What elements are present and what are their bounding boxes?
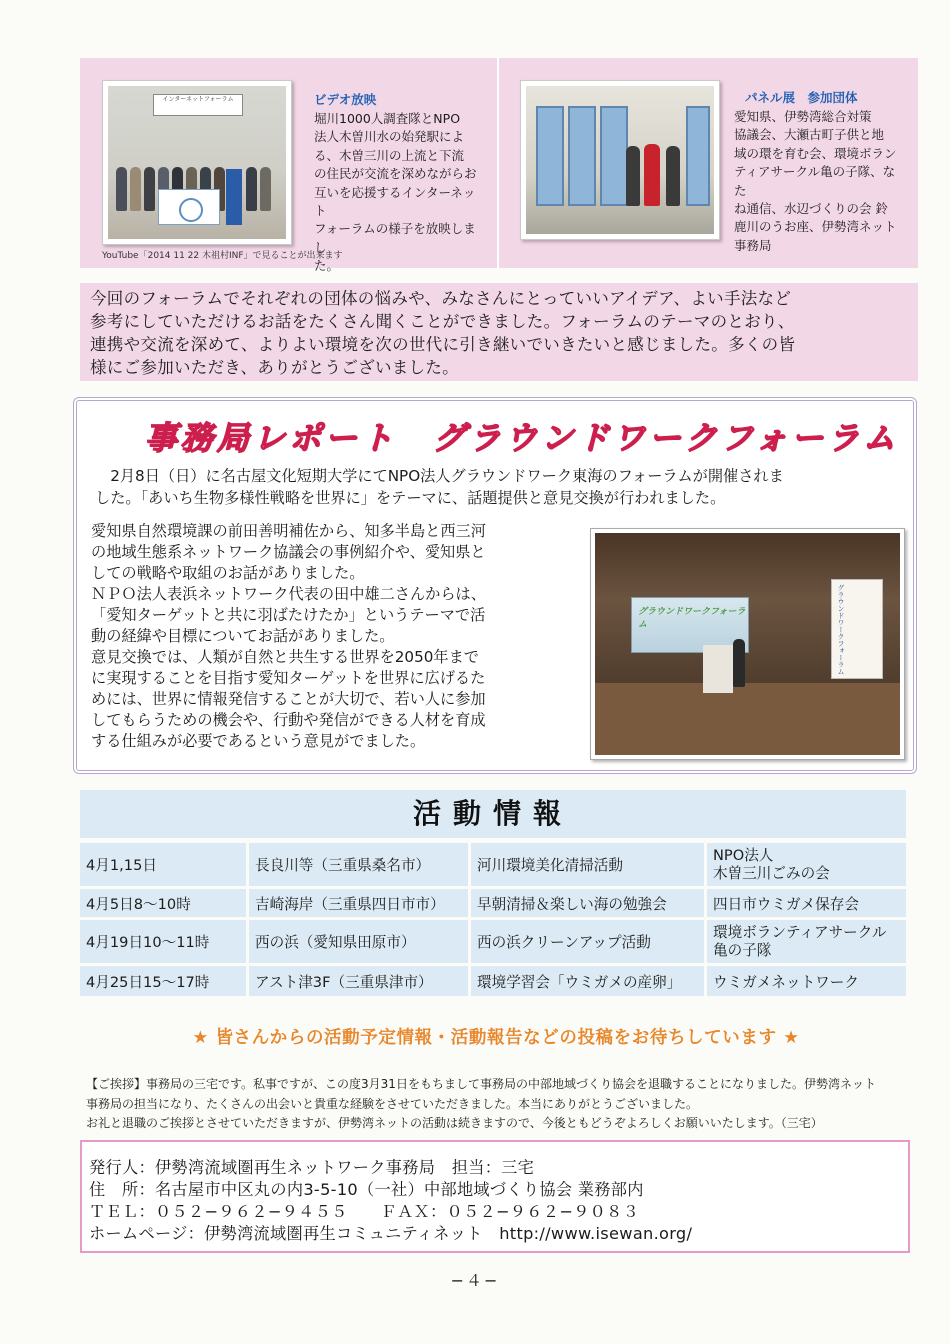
- activity-date: 4月19日10〜11時: [80, 920, 246, 963]
- activity-org: 四日市ウミガメ保存会: [704, 889, 906, 917]
- report-box: [73, 397, 917, 774]
- activity-place: 吉崎海岸（三重県四日市市）: [246, 889, 468, 917]
- activity-org: 環境ボランティアサークル 亀の子隊: [704, 920, 906, 963]
- panel-exhibit-photo: [520, 80, 720, 240]
- activity-place: 長良川等（三重県桑名市）: [246, 843, 468, 886]
- video-title: ビデオ放映: [314, 92, 377, 107]
- activity-date: 4月1,15日: [80, 843, 246, 886]
- activity-event: 早朝清掃＆楽しい海の勉強会: [468, 889, 704, 917]
- activity-event: 河川環境美化清掃活動: [468, 843, 704, 886]
- activity-date: 4月25日15〜17時: [80, 966, 246, 996]
- activity-org: ウミガメネットワーク: [704, 966, 906, 996]
- panel-exhibit-title: パネル展 参加団体: [745, 90, 858, 105]
- publisher-line: 発行人：伊勢湾流域圏再生ネットワーク事務局 担当：三宅: [89, 1158, 535, 1177]
- report-title: 事務局レポート グラウンドワークフォーラム: [145, 419, 900, 457]
- forum-summary: 今回のフォーラムでそれぞれの団体の悩みや、みなさんにとっていいアイデア、よい手法など 参考にしていただけるお話をたくさん聞くことができました。フォーラムのテーマのとおり、 連携や交流を深めて、よりよい環境を次の世代に引き継いでいきたいと感じました。多くの皆 様にご参加いただき、ありがとうございました。: [80, 283, 918, 381]
- activity-date: 4月5日8〜10時: [80, 889, 246, 917]
- flag-graphic: [158, 189, 220, 225]
- table-row: [80, 889, 906, 917]
- top-panel: [80, 58, 918, 274]
- panel-divider: [497, 58, 499, 268]
- speaker-figure: [733, 639, 745, 687]
- activity-header: [80, 790, 906, 838]
- activity-place: 西の浜（愛知県田原市）: [246, 920, 468, 963]
- report-intro: 2月8日（日）に名古屋文化短期大学にてNPO法人グラウンドワーク東海のフォーラムが開催されま した。「あいち生物多様性戦略を世界に」をテーマに、話題提供と意見交換が行われました。: [95, 467, 784, 507]
- lecture-photo: [590, 528, 905, 760]
- report-body: 愛知県自然環境課の前田善明補佐から、知多半島と西三河 の地域生態系ネットワーク協議会の事例紹介や、愛知県と しての戦略や取組のお話がありました。 ＮＰＯ法人表浜ネットワーク代表の田中雄二さんからは、 「愛知ターゲットと共に羽ばたけたか」というテーマで活 動の経緯や目標についてお話がありました。 意見交換では、人類が自然と共生する世界を2050年まで に実現することを目指す愛知ターゲットを世界に広げるた めには、世界に情報発信することが大切で、若い人に参加 してもらうための機会や、行動や発信ができる人材を育成 する仕組みが必要であるという意見がでました。: [91, 522, 486, 750]
- table-row: [80, 920, 906, 963]
- publisher-info: [80, 1140, 910, 1253]
- table-row: [80, 966, 906, 996]
- activity-org: NPO法人 木曽三川ごみの会: [704, 843, 906, 886]
- photo-banner: インターネットフォーラム: [153, 94, 243, 116]
- activity-place: アスト津3F（三重県津市）: [246, 966, 468, 996]
- activity-event: 環境学習会「ウミガメの産卵」: [468, 966, 704, 996]
- address-line: 住 所：名古屋市中区丸の内3-5-10（一社）中部地域づくり協会 業務部内: [89, 1180, 644, 1199]
- greeting-text: 【ご挨拶】事務局の三宅です。私事ですが、この度3月31日をもちまして事務局の中部地域づくり協会を退職することになりました。伊勢湾ネット 事務局の担当になり、たくさんの出会いと貴重な経験をさせていただきました。本当にありがとうございました。 お礼と退職のご挨拶とさせていただきますが、伊勢湾ネットの活動は続きますので、今後ともどうぞよろしくお願いいたします。（三宅）: [86, 1077, 876, 1130]
- forum-photo: [102, 80, 292, 245]
- tel-fax-line: ＴＥＬ：０５２−９６２−９４５５ ＦＡＸ：０５２−９６２−９０８３: [89, 1202, 640, 1221]
- activity-table: [80, 840, 906, 999]
- projector-screen: グラウンドワークフォーラム: [631, 597, 749, 653]
- homepage-line[interactable]: ホームページ：伊勢湾流域圏再生コミュニティネット http://www.isewan.org/: [89, 1224, 693, 1243]
- activity-event: 西の浜クリーンアップ活動: [468, 920, 704, 963]
- poster-graphic: グラウンドワークフォーラム: [831, 579, 883, 679]
- youtube-caption: YouTube「2014 11 22 木祖村INF」で見ることが出来ます: [102, 251, 343, 261]
- submission-notice: ★ 皆さんからの活動予定情報・活動報告などの投稿をお待ちしています ★: [192, 1028, 800, 1048]
- video-text: 堀川1000人調査隊とNPO 法人木曽川水の始発駅によ る、木曽三川の上流と下流 の住民が交流を深めながらお 互いを応援するインターネット フォーラムの様子を放映しまし た。: [314, 111, 477, 274]
- table-row: [80, 843, 906, 886]
- activity-title: 活動情報: [412, 797, 573, 830]
- page-number: −４−: [450, 1271, 500, 1290]
- panel-exhibit-text: 愛知県、伊勢湾総合対策 協議会、大瀬古町子供と地 域の環を育む会、環境ボラン ティアサークル亀の子隊、なた ね通信、水辺づくりの会 鈴 鹿川のうお座、伊勢湾ネット 事務局: [734, 109, 897, 253]
